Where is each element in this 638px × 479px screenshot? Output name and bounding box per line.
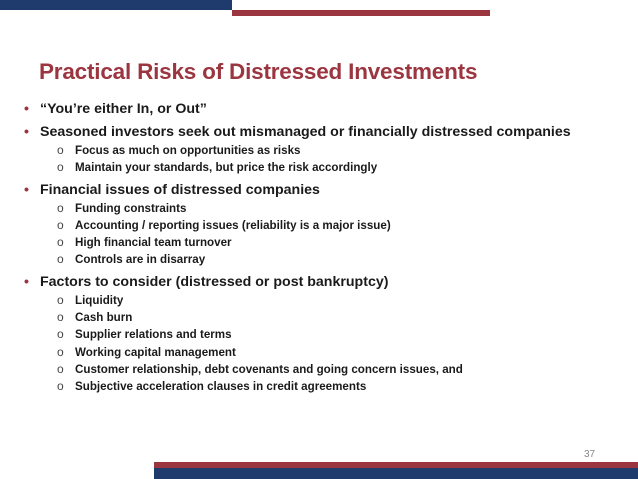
sub-bullet-item <box>24 217 629 234</box>
sub-bullet-marker: o <box>57 217 64 232</box>
top-red-bar <box>232 10 490 16</box>
bullet-text: Factors to consider (distressed or post bankruptcy) <box>40 273 389 290</box>
sub-bullet-marker: o <box>57 292 64 307</box>
sub-bullet-text: Customer relationship, debt covenants and going concern issues, and <box>75 362 463 376</box>
bullet-marker: • <box>24 101 29 117</box>
bullet-text: Financial issues of distressed companies <box>40 181 320 198</box>
bottom-navy-bar <box>154 468 638 479</box>
top-navy-bar <box>0 0 232 10</box>
sub-bullet-marker: o <box>57 160 64 175</box>
bullet-item <box>24 181 629 200</box>
sub-bullet-list <box>24 142 629 177</box>
sub-bullet-item <box>24 309 629 326</box>
sub-bullet-item <box>24 251 629 268</box>
sub-bullet-marker: o <box>57 252 64 267</box>
bullet-list <box>24 100 629 396</box>
sub-bullet-marker: o <box>57 200 64 215</box>
sub-bullet-item <box>24 234 629 251</box>
sub-bullet-item <box>24 159 629 176</box>
sub-bullet-text: Supplier relations and terms <box>75 328 232 342</box>
sub-bullet-text: Funding constraints <box>75 201 187 215</box>
sub-bullet-text: Accounting / reporting issues (reliability is a major issue) <box>75 218 391 232</box>
sub-bullet-marker: o <box>57 327 64 342</box>
sub-bullet-text: Focus as much on opportunities as risks <box>75 144 301 157</box>
sub-bullet-marker: o <box>57 361 64 376</box>
bullet-marker: • <box>24 273 29 290</box>
sub-bullet-text: Cash burn <box>75 311 133 325</box>
sub-bullet-item <box>24 361 629 378</box>
bullet-item <box>24 273 629 292</box>
sub-bullet-text: High financial team turnover <box>75 236 232 250</box>
slide-title: Practical Risks of Distressed Investments <box>39 59 478 84</box>
sub-bullet-marker: o <box>57 143 64 157</box>
sub-bullet-text: Liquidity <box>75 293 124 307</box>
sub-bullet-item <box>24 344 629 361</box>
sub-bullet-text: Subjective acceleration clauses in credit agreements <box>75 380 367 394</box>
sub-bullet-marker: o <box>57 310 64 325</box>
page-number: 37 <box>584 449 596 460</box>
sub-bullet-marker: o <box>57 379 64 394</box>
bullet-text: “You’re either In, or Out” <box>40 101 207 117</box>
sub-bullet-text: Controls are in disarray <box>75 253 206 267</box>
sub-bullet-item <box>24 292 629 309</box>
sub-bullet-item <box>24 326 629 343</box>
bullet-item <box>24 100 629 119</box>
sub-bullet-text: Working capital management <box>75 345 236 359</box>
sub-bullet-item <box>24 378 629 395</box>
bullet-marker: • <box>24 181 29 198</box>
sub-bullet-list <box>24 292 629 396</box>
sub-bullet-list <box>24 200 629 269</box>
sub-bullet-text: Maintain your standards, but price the risk accordingly <box>75 161 378 175</box>
bullet-text: Seasoned investors seek out mismanaged or financially distressed companies <box>40 124 571 140</box>
sub-bullet-item <box>24 200 629 217</box>
bullet-item <box>24 123 629 142</box>
bullet-marker: • <box>24 124 29 140</box>
sub-bullet-marker: o <box>57 344 64 359</box>
sub-bullet-item <box>24 142 629 159</box>
sub-bullet-marker: o <box>57 235 64 250</box>
